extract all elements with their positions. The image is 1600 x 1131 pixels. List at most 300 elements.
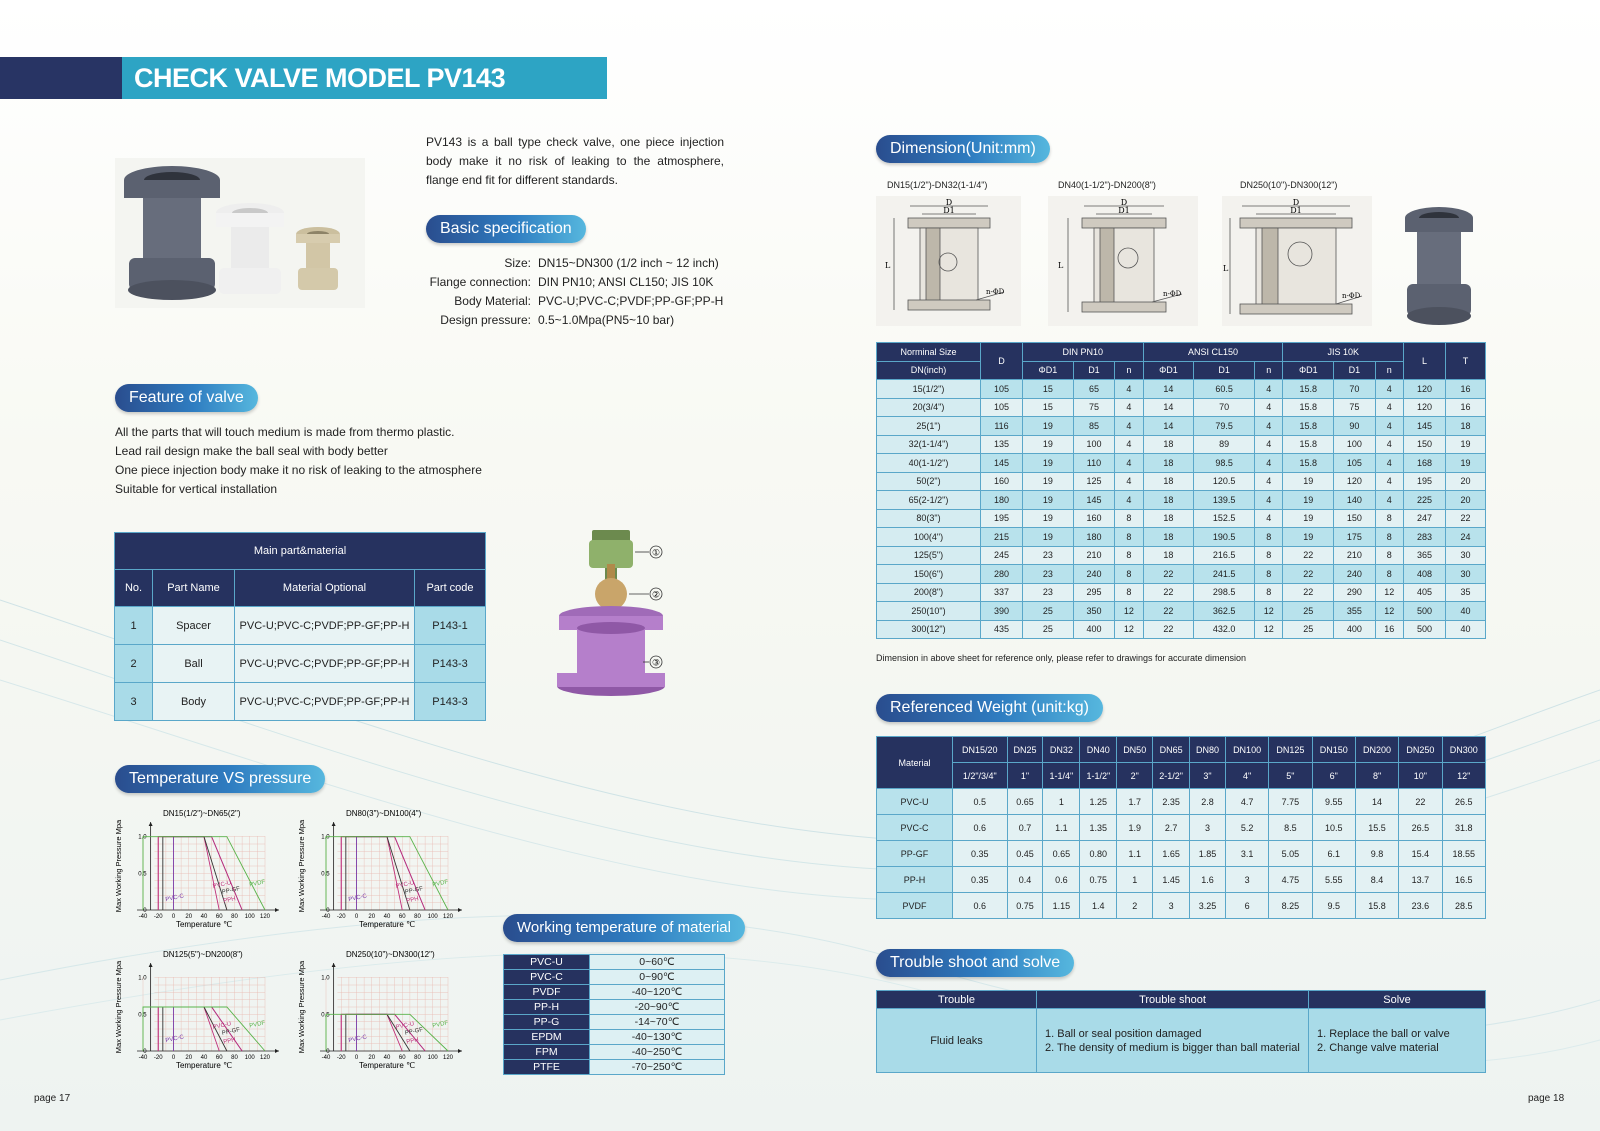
working-temp-heading: Working temperature of material (503, 914, 745, 942)
table-cell: 180 (1073, 528, 1114, 547)
drawing-mark: n-ΦD (1163, 290, 1182, 298)
pressure-chart-4 (296, 947, 476, 1071)
table-cell: 4 (1255, 454, 1283, 473)
column-header: Material Optional (235, 570, 415, 607)
column-header: Material (877, 737, 953, 789)
x-tick-label: 100 (427, 914, 438, 920)
table-cell: 24 (1446, 528, 1486, 547)
table-row: 2 Ball PVC-U;PVC-C;PVDF;PP-GF;PP-H P143-3 (115, 645, 486, 683)
table-cell: 1.35 (1080, 815, 1117, 841)
temp-range-cell: -40~250℃ (590, 1045, 725, 1060)
table-cell: 19 (1283, 528, 1334, 547)
temp-range-cell: 0~60℃ (590, 955, 725, 970)
product-photo (115, 158, 365, 308)
table-cell: 120.5 (1194, 472, 1255, 491)
table-cell: 19 (1023, 417, 1074, 436)
x-tick-label: 100 (244, 1055, 255, 1061)
table-cell: 20 (1446, 472, 1486, 491)
table-cell: 3.1 (1225, 841, 1268, 867)
table-cell: 250(10") (877, 602, 981, 621)
chart-svg (113, 806, 293, 930)
table-cell: 6 (1225, 893, 1268, 919)
x-tick-label: 0 (354, 914, 359, 920)
table-cell: 400 (1073, 620, 1114, 639)
table-cell: PVC-U (877, 789, 953, 815)
x-tick-label: -40 (138, 914, 148, 920)
table-cell: 8 (1115, 509, 1143, 528)
table-cell: 1.65 (1153, 841, 1190, 867)
table-cell: 18.55 (1442, 841, 1485, 867)
table-caption: Main part&material (115, 533, 486, 570)
table-cell: 0.4 (1007, 867, 1043, 893)
table-cell: 80(3") (877, 509, 981, 528)
table-cell: 168 (1404, 454, 1446, 473)
table-cell: 4 (1115, 380, 1143, 399)
column-header: Trouble shoot (1037, 991, 1309, 1009)
table-cell: 1.45 (1153, 867, 1190, 893)
table-cell: 25 (1023, 602, 1074, 621)
table-row: 3 Body PVC-U;PVC-C;PVDF;PP-GF;PP-H P143-3 (115, 683, 486, 721)
table-cell: 405 (1404, 583, 1446, 602)
table-row (504, 985, 725, 1000)
working-temp-table (503, 954, 725, 1075)
table-cell: 28.5 (1442, 893, 1485, 919)
table-cell: 18 (1143, 491, 1194, 510)
chart-title: DN125(5")~DN200(8") (163, 950, 243, 959)
drawing-mark: L (1058, 261, 1064, 270)
table-cell: 1.1 (1117, 841, 1153, 867)
table-cell: 2.35 (1153, 789, 1190, 815)
table-cell: 432.0 (1194, 620, 1255, 639)
spec-row: Design pressure: 0.5~1.0Mpa(PN5~10 bar) (440, 313, 675, 327)
table-cell: 23 (1023, 565, 1074, 584)
table-cell: 195 (981, 509, 1023, 528)
table-cell: 85 (1073, 417, 1114, 436)
column-header: 12" (1442, 763, 1485, 789)
column-header: Part code (415, 570, 486, 607)
trouble-heading: Trouble shoot and solve (876, 949, 1074, 977)
table-cell: 139.5 (1194, 491, 1255, 510)
callout-3: ③ (651, 658, 661, 669)
x-tick-label: 0 (171, 914, 176, 920)
column-header: n (1115, 361, 1143, 380)
table-row (877, 454, 1486, 473)
spec-row: Body Material: PVC-U;PVC-C;PVDF;PP-GF;PP-H (454, 294, 724, 308)
table-cell: 3 (1153, 893, 1190, 919)
table-cell: 12 (1115, 620, 1143, 639)
table-cell: 32(1-1/4") (877, 435, 981, 454)
table-row (877, 867, 1486, 893)
table-cell: 1.85 (1190, 841, 1226, 867)
series-label: PVDF (431, 1020, 449, 1030)
table-cell: 4 (1375, 454, 1403, 473)
table-cell: 5.05 (1269, 841, 1312, 867)
temp-range-cell: -70~250℃ (590, 1060, 725, 1075)
x-tick-label: 80 (231, 1055, 238, 1061)
table-cell: 245 (981, 546, 1023, 565)
drawing-mark: D1 (1290, 206, 1302, 215)
table-cell: 8 (1375, 565, 1403, 584)
table-row (877, 546, 1486, 565)
column-header: DN250 (1399, 737, 1442, 763)
table-cell: 20 (1446, 491, 1486, 510)
page-title: CHECK VALVE MODEL PV143 (122, 57, 607, 99)
column-header: D (981, 343, 1023, 380)
table-cell: 0.7 (1007, 815, 1043, 841)
table-cell: 9.55 (1312, 789, 1355, 815)
table-cell: 4 (1255, 472, 1283, 491)
table-cell: 19 (1023, 472, 1074, 491)
axis-arrow (458, 1049, 462, 1053)
column-header: DN125 (1269, 737, 1312, 763)
column-header: 4" (1225, 763, 1268, 789)
section-drawing-3 (1222, 196, 1372, 326)
material-cell: PP-G (504, 1015, 590, 1030)
table-cell: 4 (1115, 454, 1143, 473)
table-cell: 4 (1115, 491, 1143, 510)
column-header: DIN PN10 (1023, 343, 1144, 362)
table-cell: 100(4") (877, 528, 981, 547)
drawing-mark: D (1292, 198, 1300, 207)
table-cell: 195 (1404, 472, 1446, 491)
table-cell: 13.7 (1399, 867, 1442, 893)
y-tick-label: 0.5 (138, 871, 147, 878)
column-header: ΦD1 (1283, 361, 1334, 380)
column-header: D1 (1334, 361, 1375, 380)
table-row (504, 1000, 725, 1015)
table-cell: 12 (1375, 583, 1403, 602)
table-cell: 500 (1404, 602, 1446, 621)
y-axis-label: Max Working Pressure Mpa (114, 819, 123, 913)
table-cell: 12 (1375, 602, 1403, 621)
feature-heading: Feature of valve (115, 384, 258, 412)
y-axis-label: Max Working Pressure Mpa (297, 819, 306, 913)
table-row (504, 1015, 725, 1030)
x-tick-label: -20 (336, 1055, 346, 1061)
table-cell: 8 (1255, 565, 1283, 584)
temp-range-cell: -40~120℃ (590, 985, 725, 1000)
series-label: PVC-U (212, 1021, 232, 1031)
series-label: PVDF (248, 879, 266, 889)
table-cell: 15.5 (1355, 815, 1398, 841)
series-label: PVDF (248, 1020, 266, 1030)
drawing-mark: D (945, 198, 953, 207)
column-header: DN100 (1225, 737, 1268, 763)
table-row (877, 893, 1486, 919)
table-row (877, 789, 1486, 815)
table-cell: 116 (981, 417, 1023, 436)
table-cell: 120 (1404, 380, 1446, 399)
column-header: L (1404, 343, 1446, 380)
x-tick-label: 100 (244, 914, 255, 920)
feature-list (115, 423, 482, 499)
table-cell: 22 (1399, 789, 1442, 815)
pressure-chart-2 (296, 806, 476, 930)
x-tick-label: 40 (383, 914, 391, 920)
table-cell: 40 (1446, 602, 1486, 621)
table-cell: 16 (1446, 380, 1486, 399)
x-tick-label: -40 (321, 1055, 331, 1061)
table-cell: 19 (1023, 528, 1074, 547)
table-cell: 22 (1283, 565, 1334, 584)
column-header: n (1255, 361, 1283, 380)
y-tick-label: 0.5 (321, 871, 330, 878)
section-drawing-2 (1048, 196, 1198, 326)
table-cell: 8 (1115, 583, 1143, 602)
table-cell: 19 (1283, 491, 1334, 510)
weight-table (876, 736, 1486, 919)
column-header: DN32 (1043, 737, 1080, 763)
table-cell: 8 (1255, 583, 1283, 602)
table-cell: 4 (1255, 435, 1283, 454)
table-cell: 8.5 (1269, 815, 1312, 841)
table-cell: 1 (1043, 789, 1080, 815)
table-cell: 298.5 (1194, 583, 1255, 602)
x-tick-label: 20 (185, 1055, 193, 1061)
x-tick-label: 20 (368, 914, 376, 920)
x-tick-label: 60 (398, 1055, 406, 1061)
column-header: No. (115, 570, 153, 607)
series-label: PVC-C (348, 893, 368, 904)
table-cell: 19 (1023, 454, 1074, 473)
table-row (504, 1030, 725, 1045)
table-cell: 16 (1446, 398, 1486, 417)
table-cell: 225 (1404, 491, 1446, 510)
page-number-left: page 17 (34, 1093, 71, 1104)
y-tick-label: 0.5 (138, 1012, 147, 1019)
table-cell: 18 (1446, 417, 1486, 436)
x-axis-label: Temperature ℃ (358, 920, 416, 929)
table-cell: 19 (1023, 491, 1074, 510)
column-header: 5" (1269, 763, 1312, 789)
table-cell: 60.5 (1194, 380, 1255, 399)
column-header: ANSI CL150 (1143, 343, 1283, 362)
axis-arrow (458, 908, 462, 912)
x-tick-label: 0 (354, 1055, 359, 1061)
table-cell: 2 (1117, 893, 1153, 919)
column-header: 1/2"/3/4" (953, 763, 1008, 789)
table-cell: 98.5 (1194, 454, 1255, 473)
feature-item: One piece injection body make it no risk of leaking to the atmosphere (115, 463, 482, 477)
table-cell: 18 (1143, 472, 1194, 491)
table-cell: 0.5 (953, 789, 1008, 815)
axis-arrow (149, 963, 153, 967)
table-cell: 4.7 (1225, 789, 1268, 815)
axis-arrow (275, 1049, 279, 1053)
table-cell: 160 (981, 472, 1023, 491)
table-cell: 4 (1115, 417, 1143, 436)
pressure-chart-1 (113, 806, 293, 930)
table-row (504, 1045, 725, 1060)
table-cell: 12 (1255, 620, 1283, 639)
table-cell: 150(6") (877, 565, 981, 584)
table-cell: 14 (1143, 398, 1194, 417)
table-cell: 25(1") (877, 417, 981, 436)
series-label: PVC-C (348, 1034, 368, 1045)
table-cell: 23.6 (1399, 893, 1442, 919)
table-cell: 50(2") (877, 472, 981, 491)
table-cell: 23 (1023, 546, 1074, 565)
drawing-mark: L (885, 261, 891, 270)
column-header: n (1375, 361, 1403, 380)
x-tick-label: 20 (185, 914, 193, 920)
drawing-mark: D1 (1118, 206, 1130, 215)
table-cell: 105 (981, 380, 1023, 399)
drawing-mark: D (1120, 198, 1128, 207)
table-cell: 125(5") (877, 546, 981, 565)
y-tick-label: 1.0 (138, 834, 147, 841)
table-cell: 135 (981, 435, 1023, 454)
table-cell: 210 (1334, 546, 1375, 565)
dimension-heading: Dimension(Unit:mm) (876, 135, 1050, 163)
table-cell: 408 (1404, 565, 1446, 584)
material-cell: PVC-U (504, 955, 590, 970)
table-row: 1 Spacer PVC-U;PVC-C;PVDF;PP-GF;PP-H P143-1 (115, 607, 486, 645)
table-cell: 18 (1143, 546, 1194, 565)
temp-range-cell: 0~90℃ (590, 970, 725, 985)
dimension-note: Dimension in above sheet for reference only, please refer to drawings for accurate dimension (876, 653, 1247, 663)
column-header: ΦD1 (1143, 361, 1194, 380)
table-cell: 120 (1404, 398, 1446, 417)
table-row (877, 417, 1486, 436)
x-tick-label: -20 (153, 914, 163, 920)
table-cell: 40 (1446, 620, 1486, 639)
axis-arrow (332, 822, 336, 826)
table-cell: 35 (1446, 583, 1486, 602)
series-label: PPH (222, 1037, 237, 1046)
x-tick-label: 120 (442, 1055, 454, 1061)
x-tick-label: 80 (414, 1055, 421, 1061)
table-row: Fluid leaks 1. Ball or seal position damaged 2. The density of medium is bigger than ball material 1. Replace the ball or valve 2. Change valve material (877, 1009, 1486, 1073)
y-tick-label: 1.0 (138, 975, 147, 982)
table-cell: 26.5 (1442, 789, 1485, 815)
table-cell: 5.55 (1312, 867, 1355, 893)
table-cell: 280 (981, 565, 1023, 584)
table-cell: 9.5 (1312, 893, 1355, 919)
x-tick-label: 80 (414, 914, 421, 920)
x-tick-label: 60 (215, 914, 223, 920)
table-cell: 22 (1143, 602, 1194, 621)
chart-title: DN80(3")~DN100(4") (346, 809, 422, 818)
table-cell: 8 (1115, 546, 1143, 565)
x-tick-label: 80 (231, 914, 238, 920)
chart-title: DN250(10")~DN300(12") (346, 950, 435, 959)
table-cell: 4 (1255, 380, 1283, 399)
series-label: PVC-U (395, 1021, 415, 1031)
table-cell: 14 (1355, 789, 1398, 815)
y-tick-label: 1.0 (321, 975, 330, 982)
table-cell: 19 (1023, 435, 1074, 454)
series-label: PP-GF (221, 886, 241, 896)
table-cell: 75 (1334, 398, 1375, 417)
table-cell: 390 (981, 602, 1023, 621)
table-cell: 15.8 (1283, 454, 1334, 473)
table-cell: 12 (1115, 602, 1143, 621)
series-label: PVC-C (165, 893, 185, 904)
table-cell: 0.45 (1007, 841, 1043, 867)
column-header: DN150 (1312, 737, 1355, 763)
table-row (877, 398, 1486, 417)
table-cell: PP-GF (877, 841, 953, 867)
table-cell: 4 (1255, 417, 1283, 436)
table-cell: 125 (1073, 472, 1114, 491)
table-cell: 0.80 (1080, 841, 1117, 867)
x-axis-label: Temperature ℃ (175, 1061, 233, 1070)
exploded-valve-illustration (555, 528, 685, 728)
table-cell: 3 (1190, 815, 1226, 841)
table-cell: 14 (1143, 380, 1194, 399)
table-cell: 19 (1283, 472, 1334, 491)
table-cell: 365 (1404, 546, 1446, 565)
table-cell: 18 (1143, 528, 1194, 547)
table-cell: 4 (1375, 491, 1403, 510)
series-label: PPH (405, 896, 420, 905)
table-cell: 70 (1194, 398, 1255, 417)
table-cell: 10.5 (1312, 815, 1355, 841)
x-tick-label: 100 (427, 1055, 438, 1061)
table-cell: 30 (1446, 565, 1486, 584)
table-cell: 31.8 (1442, 815, 1485, 841)
table-cell: 79.5 (1194, 417, 1255, 436)
table-cell: 300(12") (877, 620, 981, 639)
column-header: 1" (1007, 763, 1043, 789)
x-axis-label: Temperature ℃ (175, 920, 233, 929)
table-cell: 3.25 (1190, 893, 1226, 919)
table-cell: 15(1/2") (877, 380, 981, 399)
table-cell: 22 (1143, 620, 1194, 639)
table-cell: PVC-C (877, 815, 953, 841)
table-cell: 152.5 (1194, 509, 1255, 528)
drawing-mark: n-ΦD (1342, 292, 1361, 300)
drawing-label-1: DN15(1/2")-DN32(1-1/4") (887, 180, 988, 190)
table-cell: 25 (1283, 620, 1334, 639)
column-header: 1-1/4" (1043, 763, 1080, 789)
column-header: DN300 (1442, 737, 1485, 763)
series-label: PP-GF (404, 1027, 424, 1037)
material-cell: EPDM (504, 1030, 590, 1045)
table-cell: PVDF (877, 893, 953, 919)
table-cell: 0.35 (953, 867, 1008, 893)
table-cell: 4 (1375, 417, 1403, 436)
table-row (877, 620, 1486, 639)
series-label: PP-GF (404, 886, 424, 896)
table-cell: 247 (1404, 509, 1446, 528)
dimension-table (876, 342, 1486, 639)
table-cell: 0.6 (1043, 867, 1080, 893)
callout-2: ② (651, 590, 661, 601)
x-tick-label: -40 (321, 914, 331, 920)
series-label: PVC-C (165, 1034, 185, 1045)
material-cell: FPM (504, 1045, 590, 1060)
x-tick-label: 120 (259, 1055, 271, 1061)
column-header: Part Name (153, 570, 235, 607)
spec-row: Size: DN15~DN300 (1/2 inch ~ 12 inch) (504, 256, 719, 270)
x-tick-label: 40 (200, 914, 208, 920)
column-header: DN80 (1190, 737, 1226, 763)
x-axis-label: Temperature ℃ (358, 1061, 416, 1070)
table-cell: 0.65 (1007, 789, 1043, 815)
table-cell: 15 (1023, 398, 1074, 417)
column-header: ΦD1 (1023, 361, 1074, 380)
table-cell: 337 (981, 583, 1023, 602)
temp-pressure-heading: Temperature VS pressure (115, 765, 325, 793)
drawing-label-3: DN250(10")-DN300(12") (1240, 180, 1338, 190)
column-header: 2-1/2" (1153, 763, 1190, 789)
table-cell: 15.4 (1399, 841, 1442, 867)
material-cell: PTFE (504, 1060, 590, 1075)
y-tick-label: 0 (326, 1049, 330, 1055)
column-header: DN200 (1355, 737, 1398, 763)
